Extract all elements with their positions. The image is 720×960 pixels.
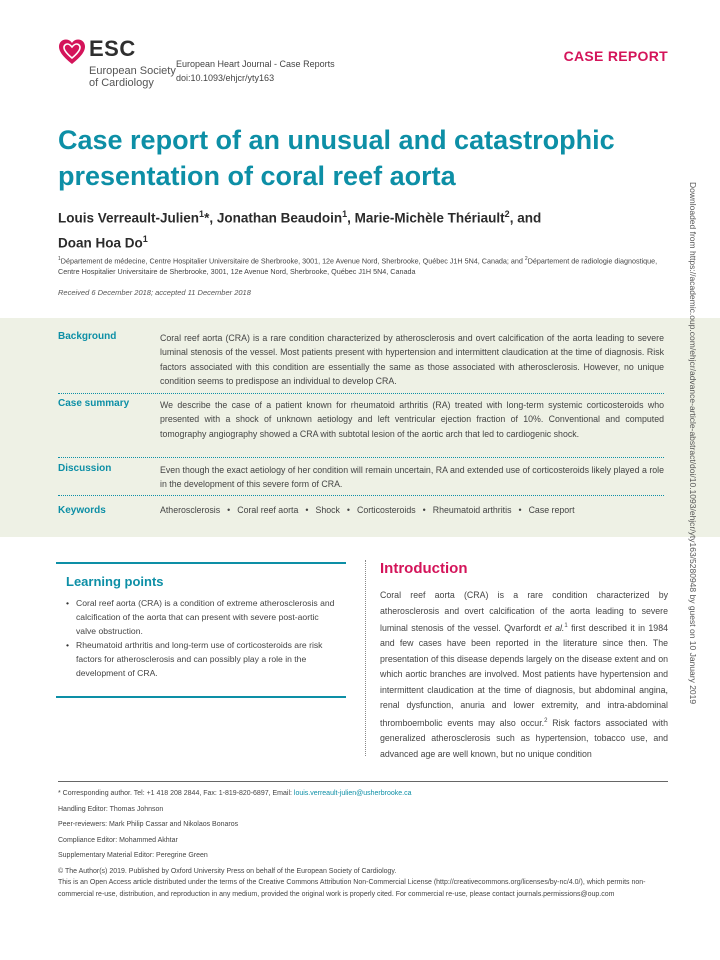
keyword-separator: •	[422, 505, 426, 515]
divider	[58, 393, 664, 394]
section-text: Coral reef aorta (CRA) is a rare condition characterized by atherosclerosis and overt calcification of the aorta leading to severe luminal stenosis of the vessel. Most patients present with hypertension and intermittent claudication at the time of diagnosis. Risk factors associated with this condition are essentially the same as those associated with atherosclerosis. However, no unique condition seems to predispose an individual to develop CRA.	[160, 333, 664, 386]
abstract-panel	[0, 318, 720, 537]
list-item: • Rheumatoid arthritis and long-term use of corticosteroids are risk factors for atherosclerosis and can possibly play a role in the development of CRA.	[66, 638, 340, 680]
affiliation-number: 1	[58, 256, 61, 262]
footnote-rule	[58, 781, 668, 782]
footnotes	[58, 788, 668, 904]
author-separator: , and	[509, 210, 542, 226]
affiliation-mark: 1	[342, 209, 348, 219]
affiliation-text: Département de radiologie diagnostique, Centre Hospitalier Universitaire de Sherbrooke, 3001, 12e Avenue Nord, Sherbrooke, Québec J1H 5N4, Canada	[58, 256, 658, 277]
esc-logo[interactable]	[58, 36, 176, 92]
email-link[interactable]: louis.verreault-julien@usherbrooke.ca	[293, 790, 412, 797]
author-name[interactable]: Jonathan Beaudoin	[216, 210, 343, 226]
license-text: This is an Open Access article distributed under the terms of the Creative Commons Attribution Non-Commercial License (http://creativecommons.org/licenses/by-nc/4.0/), which permits non-commercial re-use, distribution, and reproduction in any medium, provided the original work is properly cited. For commercial re-use, please contact journals.permissions@oup.com	[58, 879, 646, 898]
affiliation-mark: 2	[504, 209, 510, 219]
divider	[58, 495, 664, 496]
article-type-label: CASE REPORT	[563, 48, 668, 64]
learning-points-title: Learning points	[66, 574, 164, 589]
journal-info	[176, 57, 335, 85]
author-list	[58, 204, 658, 253]
keyword-separator: •	[518, 505, 522, 515]
body-text: Coral reef aorta (CRA) is a rare condition characterized by atherosclerosis and overt calcification of the aorta leading to severe luminal stenosis of the vessel. Qvarfordt	[380, 590, 668, 633]
keyword[interactable]: Rheumatoid arthritis	[432, 505, 512, 515]
heart-icon	[58, 38, 86, 66]
article-title: Case report of an unusual and catastrophic presentation of coral reef aorta	[58, 125, 615, 191]
author-separator: ,	[347, 210, 355, 226]
footnote-text: * Corresponding author. Tel: +1 418 208 2844, Fax: 1-819-820-6897, Email:	[58, 790, 294, 797]
section-text: Even though the exact aetiology of her condition will remain uncertain, RA and extended use of corticosteroids likely played a role in the development of this severe form of CRA.	[160, 465, 664, 490]
supplementary-editor: Supplementary Material Editor: Peregrine Green	[58, 852, 208, 859]
keyword[interactable]: Shock	[315, 505, 340, 515]
logo-text: ESC	[89, 36, 136, 61]
column-divider	[365, 560, 366, 756]
affiliation-text: Département de médecine, Centre Hospitalier Universitaire de Sherbrooke, 3001, 12e Avenue Nord, Sherbrooke, Québec J1H 5N4, Canada; and	[60, 256, 525, 266]
corresponding-mark: *,	[204, 210, 217, 226]
download-watermark-text: Downloaded from https://academic.oup.com/ehjcr/advance-article-abstract/doi/10.1093/ehjcr/yty163/5280948 by guest on 10 January 2019	[688, 182, 698, 705]
affiliation-mark: 1	[142, 233, 148, 244]
introduction-paragraph	[380, 588, 668, 762]
body-text: Risk factors associated with generalized atherosclerosis such as hypertension, tobacco use, and advanced age are well known, but no unique condition	[380, 717, 668, 759]
compliance-editor: Compliance Editor: Mohammed Akhtar	[58, 836, 178, 844]
keyword-separator: •	[227, 505, 231, 515]
citation-link[interactable]: 2	[544, 717, 548, 724]
affiliation-mark: 1	[199, 209, 205, 219]
section-text: We describe the case of a patient known for rheumatoid arthritis (RA) treated with long-term systemic corticosteroids who presented with a shock of unknown aetiology and left ventricular ejection fraction of 10%. Conventional and computed tomography angiography showed a CRA with subtotal lesion of the aortic arch that led to cardiogenic shock.	[160, 400, 664, 439]
received-dates: Received 6 December 2018; accepted 11 December 2018	[58, 288, 251, 297]
section-label: Background	[58, 331, 117, 342]
author-name[interactable]: Marie-Michèle Thériault	[354, 210, 505, 226]
learning-points-list	[66, 596, 340, 680]
journal-name: European Heart Journal - Case Reports	[176, 59, 335, 69]
section-label: Case summary	[58, 398, 130, 409]
keyword[interactable]: Coral reef aorta	[237, 505, 299, 515]
author-name[interactable]: Doan Hoa Do	[58, 235, 143, 250]
list-item: • Coral reef aorta (CRA) is a condition of extreme atherosclerosis and calcification of the aorta that can present with severe post-aortic valve obstruction.	[66, 596, 340, 638]
affiliation-number: 2	[524, 256, 528, 262]
citation-link[interactable]: 1	[564, 623, 568, 629]
section-label: Keywords	[58, 505, 106, 516]
keyword[interactable]: Case report	[528, 505, 575, 515]
affiliations	[58, 254, 678, 277]
download-watermark	[686, 182, 700, 772]
author-name[interactable]: Louis Verreault-Julien	[58, 210, 200, 226]
handling-editor: Handling Editor: Thomas Johnson	[58, 805, 164, 813]
logo-subtitle-1: European Society	[89, 65, 176, 77]
keyword-separator: •	[346, 505, 350, 515]
keyword[interactable]: Corticosteroids	[357, 505, 416, 515]
page-header	[0, 0, 720, 100]
learning-points-box	[56, 562, 346, 698]
logo-subtitle-2: of Cardiology	[89, 77, 154, 89]
keyword[interactable]: Atherosclerosis	[160, 505, 221, 515]
section-label: Discussion	[58, 463, 112, 474]
peer-reviewers: Peer-reviewers: Mark Philip Cassar and Nikolaos Bonaros	[58, 821, 239, 828]
corresponding-author	[58, 788, 668, 800]
section-heading-introduction: Introduction	[380, 560, 468, 577]
journal-doi[interactable]: doi:10.1093/ehjcr/yty163	[176, 73, 275, 83]
divider	[58, 457, 664, 458]
body-text-italic: et al.	[544, 622, 565, 633]
keyword-separator: •	[305, 505, 309, 515]
copyright-line: © The Author(s) 2019. Published by Oxford University Press on behalf of the European Society of Cardiology.	[58, 867, 397, 875]
keyword-list	[160, 505, 664, 515]
body-text: first described it in 1984 and few cases have been reported in the literature since then. The presentation of this disease depends largely on the disease extent and on which aortic branches are involved. Most patients have hypertension and intermittent claudication at the time of diagnosis, but abdominal angina, renal dysfunction, anuria and lower extremity, and intra-abdominal thromboembolic events may also occur.	[380, 622, 668, 728]
